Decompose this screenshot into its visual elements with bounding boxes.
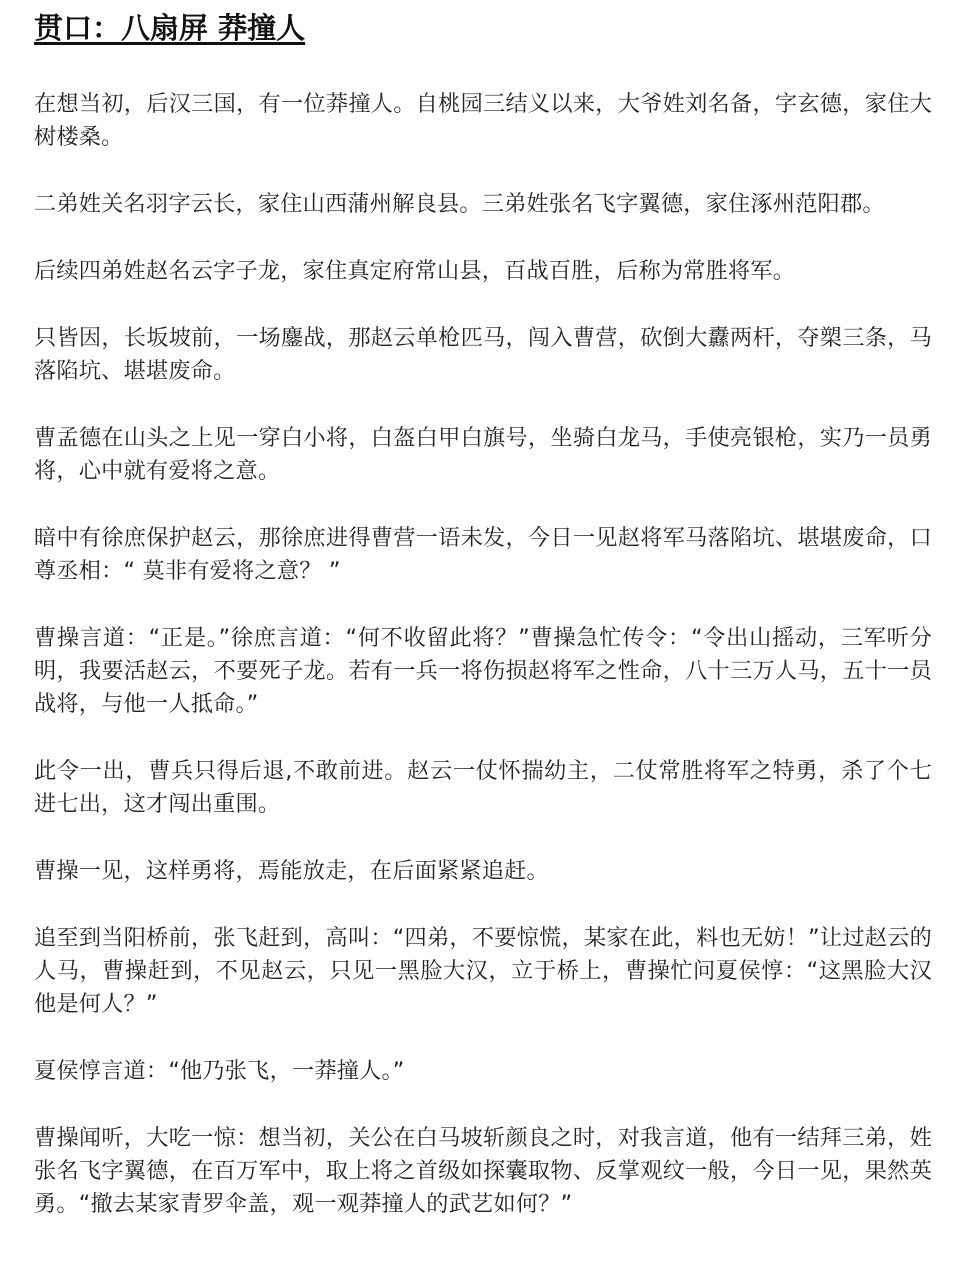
paragraph-3: 后续四弟姓赵名云字子龙，家住真定府常山县，百战百胜，后称为常胜将军。	[34, 258, 796, 284]
paragraph-6: 暗中有徐庶保护赵云，那徐庶进得曹营一语未发，今日一见赵将军马落陷坑、堪堪废命，口尊丞相：“ 莫非有爱将之意？ ”	[34, 525, 932, 584]
paragraph-2: 二弟姓关名羽字云长，家住山西蒲州解良县。三弟姓张名飞字翼德，家住涿州范阳郡。	[34, 191, 885, 217]
page-title: 贯口：八扇屏 莽撞人	[34, 11, 306, 45]
paragraph-5: 曹孟德在山头之上见一穿白小将，白盔白甲白旗号，坐骑白龙马，手使亮银枪，实乃一员勇将，心中就有爱将之意。	[34, 425, 932, 484]
paragraph-8: 此令一出，曹兵只得后退,不敢前进。赵云一仗怀揣幼主，二仗常胜将军之特勇，杀了个七进七出，这才闯出重围。	[34, 758, 932, 817]
paragraph-1: 在想当初，后汉三国，有一位莽撞人。自桃园三结义以来，大爷姓刘名备，字玄德，家住大树楼桑。	[34, 91, 932, 150]
paragraph-7: 曹操言道：“正是。”徐庶言道：“何不收留此将？”曹操急忙传令：“令出山摇动，三军听分明，我要活赵云，不要死子龙。若有一兵一将伤损赵将军之性命，八十三万人马，五十一员战将，与他一人抵命。”	[34, 625, 932, 717]
paragraph-10: 追至到当阳桥前，张飞赶到，高叫：“四弟，不要惊慌，某家在此，料也无妨！”让过赵云的人马，曹操赶到，不见赵云，只见一黑脸大汉，立于桥上，曹操忙问夏侯惇：“这黑脸大汉他是何人？”	[34, 925, 932, 1017]
paragraph-4: 只皆因，长坂坡前，一场鏖战，那赵云单枪匹马，闯入曹营，砍倒大纛两杆，夺槊三条，马落陷坑、堪堪废命。	[34, 325, 932, 384]
article-body	[34, 88, 932, 1221]
paragraph-9: 曹操一见，这样勇将，焉能放走，在后面紧紧追赶。	[34, 858, 549, 884]
paragraph-12: 曹操闻听，大吃一惊：想当初，关公在白马坡斩颜良之时，对我言道，他有一结拜三弟，姓张名飞字翼德，在百万军中，取上将之首级如探囊取物、反掌观纹一般，今日一见，果然英勇。“撤去某家青罗伞盖，观一观莽撞人的武艺如何？”	[34, 1125, 932, 1217]
paragraph-11: 夏侯惇言道：“他乃张飞，一莽撞人。”	[34, 1058, 405, 1084]
